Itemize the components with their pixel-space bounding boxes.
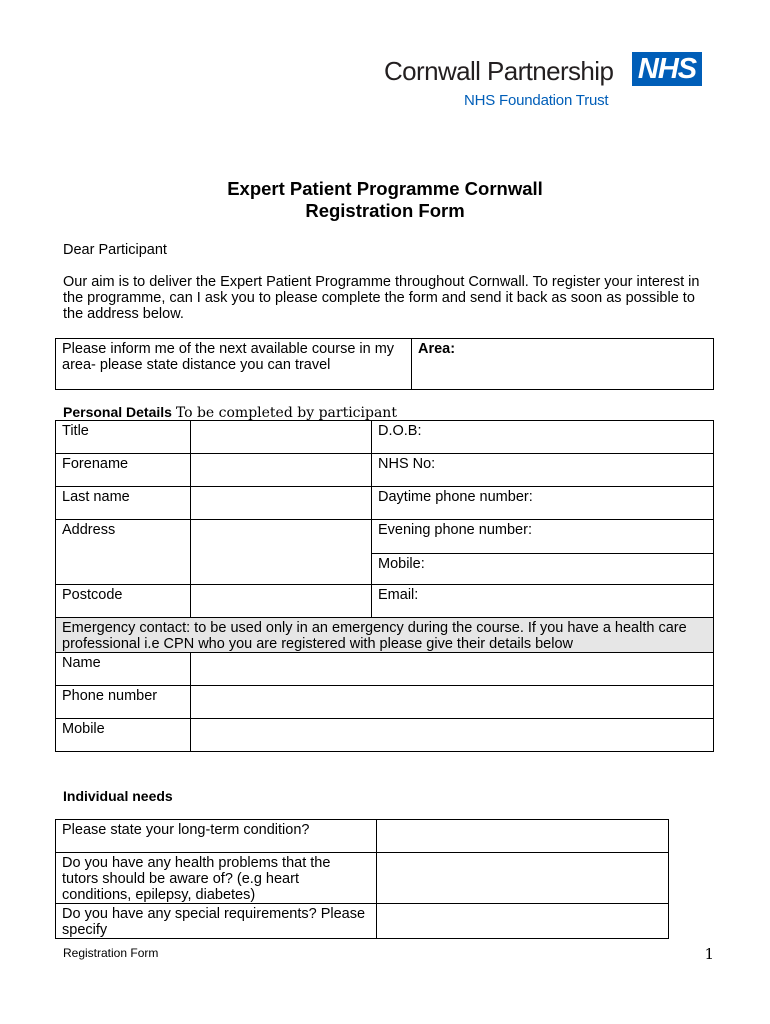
health-problems-question: Do you have any health problems that the tutors should be aware of? (e.g heart conditions, epilepsy, diabetes): [56, 853, 377, 904]
postcode-label: Postcode: [56, 585, 191, 618]
footer-label: Registration Form: [63, 946, 159, 960]
postcode-field[interactable]: [191, 585, 372, 618]
trust-name: NHS Foundation Trust: [464, 92, 609, 109]
condition-answer-field[interactable]: [377, 820, 669, 853]
emergency-name-field[interactable]: [191, 653, 714, 686]
org-name: Cornwall Partnership: [384, 56, 614, 86]
dob-field[interactable]: D.O.B:: [372, 421, 714, 454]
special-requirements-question: Do you have any special requirements? Please specify: [56, 904, 377, 939]
page-title: Expert Patient Programme Cornwall: [227, 178, 543, 199]
area-field[interactable]: Area:: [412, 339, 714, 390]
emergency-phone-label: Phone number: [56, 686, 191, 719]
emergency-name-label: Name: [56, 653, 191, 686]
nhs-logo: [382, 50, 702, 114]
inform-text: Please inform me of the next available course in my area- please state distance you can travel: [56, 339, 412, 390]
personal-details-heading: [63, 404, 397, 421]
condition-question: Please state your long-term condition?: [56, 820, 377, 853]
email-field[interactable]: Email:: [372, 585, 714, 618]
title-label: Title: [56, 421, 191, 454]
personal-details-table: [55, 420, 714, 752]
greeting: Dear Participant: [63, 242, 167, 258]
personal-heading: Personal Details: [63, 404, 172, 420]
last-name-label: Last name: [56, 487, 191, 520]
individual-needs-table: [55, 819, 669, 939]
forename-field[interactable]: [191, 454, 372, 487]
last-name-field[interactable]: [191, 487, 372, 520]
intro-paragraph: Our aim is to deliver the Expert Patient Programme throughout Cornwall. To register your interest in the programme, can I ask you to please complete the form and send it back as soon as possible to the address below.: [63, 274, 700, 322]
nhs-badge: NHS: [632, 52, 702, 86]
daytime-phone-field[interactable]: Daytime phone number:: [372, 487, 714, 520]
evening-phone-field[interactable]: Evening phone number:: [372, 520, 714, 554]
emergency-phone-field[interactable]: [191, 686, 714, 719]
special-requirements-answer-field[interactable]: [377, 904, 669, 939]
emergency-contact-note: Emergency contact: to be used only in an emergency during the course. If you have a health care professional i.e CPN who you are registered with please give their details below: [56, 618, 714, 653]
page-number: 1: [704, 945, 714, 963]
individual-needs-heading: Individual needs: [63, 788, 173, 804]
title-field[interactable]: [191, 421, 372, 454]
emergency-mobile-field[interactable]: [191, 719, 714, 752]
mobile-field[interactable]: Mobile:: [372, 554, 714, 585]
nhs-no-field[interactable]: NHS No:: [372, 454, 714, 487]
personal-subheading: To be completed by participant: [175, 405, 397, 421]
health-problems-answer-field[interactable]: [377, 853, 669, 904]
course-inform-table: [55, 338, 714, 390]
forename-label: Forename: [56, 454, 191, 487]
address-field[interactable]: [191, 520, 372, 585]
page-subtitle: Registration Form: [305, 200, 465, 221]
emergency-mobile-label: Mobile: [56, 719, 191, 752]
address-label: Address: [56, 520, 191, 585]
